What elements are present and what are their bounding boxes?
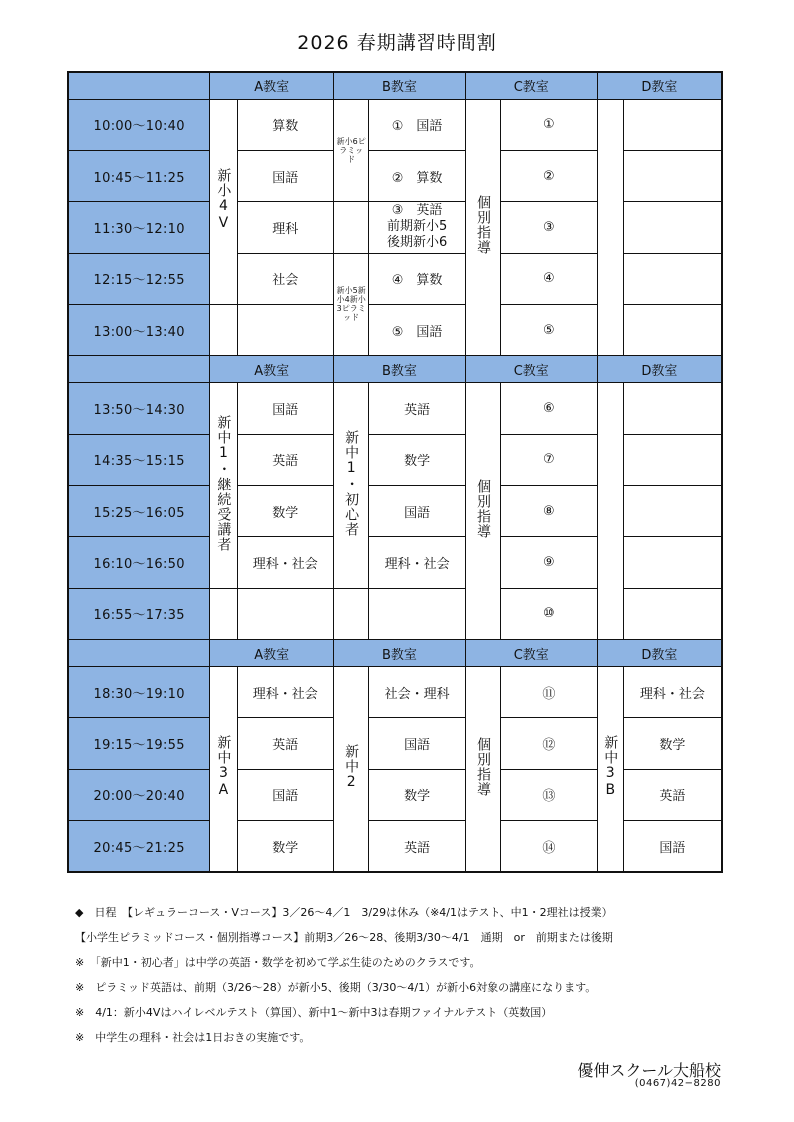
class-label-b-bottom (334, 253, 369, 356)
subject-line: 前期新小5 (386, 219, 448, 235)
header-row (68, 639, 722, 666)
empty-cell (334, 588, 369, 639)
note-line: ※ 4/1：新小4Vはハイレベルテスト（算国）、新中1～新中3は春期ファイナルテスト（英数国） (75, 1006, 553, 1019)
room-b-header: B教室 (334, 639, 466, 666)
subject-cell: 算数 (237, 99, 334, 150)
individual-slot: ⑭ (501, 821, 598, 872)
table-row (68, 202, 722, 253)
empty-cell (623, 537, 722, 588)
room-d-header: D教室 (597, 72, 722, 99)
room-b-header: B教室 (334, 356, 466, 383)
subject-cell: 理科・社会 (623, 667, 722, 718)
note-line: ※ ピラミッド英語は、前期（3/26～28）が新小5、後期（3/30～4/1）が新小6対象の講座になります。 (75, 981, 597, 994)
time-slot: 12:15～12:55 (68, 253, 210, 304)
individual-slot: ⑫ (501, 718, 598, 769)
class-label-a (210, 383, 237, 588)
time-slot: 19:15～19:55 (68, 718, 210, 769)
table-row (68, 821, 722, 872)
time-slot: 10:45～11:25 (68, 150, 210, 201)
subject-cell: 理科・社会 (237, 537, 334, 588)
header-row (68, 356, 722, 383)
room-d-empty (597, 383, 623, 640)
class-label-b (334, 667, 369, 872)
header-blank (68, 72, 210, 99)
table-row (68, 769, 722, 820)
empty-cell (210, 588, 237, 639)
note-line: ※ 「新中1・初心者」は中学の英語・数学を初めて学ぶ生徒のためのクラスです。 (75, 956, 481, 969)
timetable (67, 71, 723, 873)
empty-cell (369, 588, 466, 639)
room-c-header: C教室 (465, 356, 597, 383)
empty-cell (237, 588, 334, 639)
subject-line: 後期新小6 (386, 235, 448, 251)
empty-cell (237, 304, 334, 355)
time-slot: 15:25～16:05 (68, 486, 210, 537)
individual-slot: ④ (501, 253, 598, 304)
table-row (68, 304, 722, 355)
subject-cell: ④ 算数 (369, 253, 466, 304)
individual-slot: ① (501, 99, 598, 150)
individual-slot: ⑪ (501, 667, 598, 718)
class-label-a (210, 667, 237, 872)
subject-cell: 国語 (623, 821, 722, 872)
subject-cell: ② 算数 (369, 150, 466, 201)
empty-cell (623, 99, 722, 150)
class-label-b-top (334, 99, 369, 202)
class-label-c (465, 99, 500, 356)
room-c-header: C教室 (465, 639, 597, 666)
subject-cell: 数学 (369, 769, 466, 820)
class-label-c (465, 667, 500, 872)
subject-cell: 数学 (237, 486, 334, 537)
table-row (68, 99, 722, 150)
time-slot: 20:45～21:25 (68, 821, 210, 872)
table-row (68, 383, 722, 434)
notes (75, 900, 613, 1050)
individual-slot: ⑤ (501, 304, 598, 355)
subject-cell: 英語 (369, 383, 466, 434)
header-blank (68, 639, 210, 666)
table-row (68, 434, 722, 485)
class-label-text: 新中1・初心者 (343, 430, 360, 537)
empty-cell (623, 434, 722, 485)
empty-cell (623, 486, 722, 537)
note-line: ◆ 日程 【レギュラーコース・Vコース】3／26～4／1 3/29は休み（※4/1はテスト、中1・2理社は授業） (75, 906, 613, 919)
individual-slot: ⑩ (501, 588, 598, 639)
empty-cell (623, 304, 722, 355)
individual-slot: ⑥ (501, 383, 598, 434)
class-label-text: 新中3A (215, 735, 232, 800)
empty-cell (334, 202, 369, 253)
table-row (68, 253, 722, 304)
table-row (68, 588, 722, 639)
empty-cell (623, 588, 722, 639)
school-tel: (0467)42−8280 (634, 1078, 721, 1089)
subject-cell: 英語 (237, 434, 334, 485)
subject-cell: 国語 (237, 769, 334, 820)
class-label-d (597, 667, 623, 872)
note-line: 【小学生ピラミッドコース・個別指導コース】前期3／26～28、後期3/30～4/1 通期 or 前期または後期 (75, 931, 613, 944)
subject-cell: 社会・理科 (369, 667, 466, 718)
time-slot: 13:00～13:40 (68, 304, 210, 355)
time-slot: 11:30～12:10 (68, 202, 210, 253)
subject-cell: 理科 (237, 202, 334, 253)
time-slot: 13:50～14:30 (68, 383, 210, 434)
room-a-header: A教室 (210, 356, 334, 383)
header-blank (68, 356, 210, 383)
subject-cell: 国語 (369, 718, 466, 769)
class-label-text: 個別指導 (474, 479, 491, 540)
class-label-text: 新小6ピラミッド (336, 136, 366, 164)
class-label-text: 新中1・継続受講者 (215, 415, 232, 552)
subject-cell: 理科・社会 (237, 667, 334, 718)
room-c-header: C教室 (465, 72, 597, 99)
individual-slot: ⑨ (501, 537, 598, 588)
time-slot: 20:00～20:40 (68, 769, 210, 820)
subject-cell: 理科・社会 (369, 537, 466, 588)
empty-cell (210, 304, 237, 355)
individual-slot: ⑦ (501, 434, 598, 485)
subject-cell: 数学 (623, 718, 722, 769)
subject-cell: ① 国語 (369, 99, 466, 150)
room-d-empty (597, 99, 623, 356)
subject-cell: 英語 (237, 718, 334, 769)
class-label-text: 個別指導 (474, 195, 491, 256)
class-label-a (210, 99, 237, 304)
class-label-c (465, 383, 500, 640)
header-row (68, 72, 722, 99)
room-a-header: A教室 (210, 639, 334, 666)
table-row (68, 486, 722, 537)
individual-slot: ③ (501, 202, 598, 253)
individual-slot: ② (501, 150, 598, 201)
subject-cell: 国語 (369, 486, 466, 537)
note-line: ※ 中学生の理科・社会は1日おきの実施です。 (75, 1031, 311, 1044)
table-row (68, 150, 722, 201)
room-b-header: B教室 (334, 72, 466, 99)
table-row (68, 718, 722, 769)
individual-slot: ⑧ (501, 486, 598, 537)
subject-line: ③ 英語 (391, 203, 443, 219)
subject-cell: 数学 (369, 434, 466, 485)
room-d-header: D教室 (597, 639, 722, 666)
class-label-text: 個別指導 (474, 737, 491, 798)
page-title: 2026 春期講習時間割 (297, 32, 497, 54)
subject-cell: 国語 (237, 383, 334, 434)
school-name: 優伸スクール大船校 (577, 1061, 721, 1080)
empty-cell (623, 150, 722, 201)
class-label-text: 新小4V (215, 167, 232, 232)
room-a-header: A教室 (210, 72, 334, 99)
class-label-text: 新小5新小4新小3ピラミッド (336, 286, 366, 323)
time-slot: 10:00～10:40 (68, 99, 210, 150)
subject-cell: 社会 (237, 253, 334, 304)
empty-cell (623, 383, 722, 434)
subject-cell: 国語 (237, 150, 334, 201)
time-slot: 16:10～16:50 (68, 537, 210, 588)
subject-cell: 英語 (623, 769, 722, 820)
class-label-text: 新中3B (602, 735, 619, 800)
empty-cell (623, 253, 722, 304)
table-row (68, 667, 722, 718)
subject-cell: 数学 (237, 821, 334, 872)
class-label-text: 新中2 (343, 743, 360, 791)
time-slot: 16:55～17:35 (68, 588, 210, 639)
class-label-b (334, 383, 369, 588)
time-slot: 14:35～15:15 (68, 434, 210, 485)
subject-cell: ⑤ 国語 (369, 304, 466, 355)
room-d-header: D教室 (597, 356, 722, 383)
table-row (68, 537, 722, 588)
subject-cell: 英語 (369, 821, 466, 872)
empty-cell (623, 202, 722, 253)
time-slot: 18:30～19:10 (68, 667, 210, 718)
individual-slot: ⑬ (501, 769, 598, 820)
subject-cell-english (369, 202, 466, 253)
